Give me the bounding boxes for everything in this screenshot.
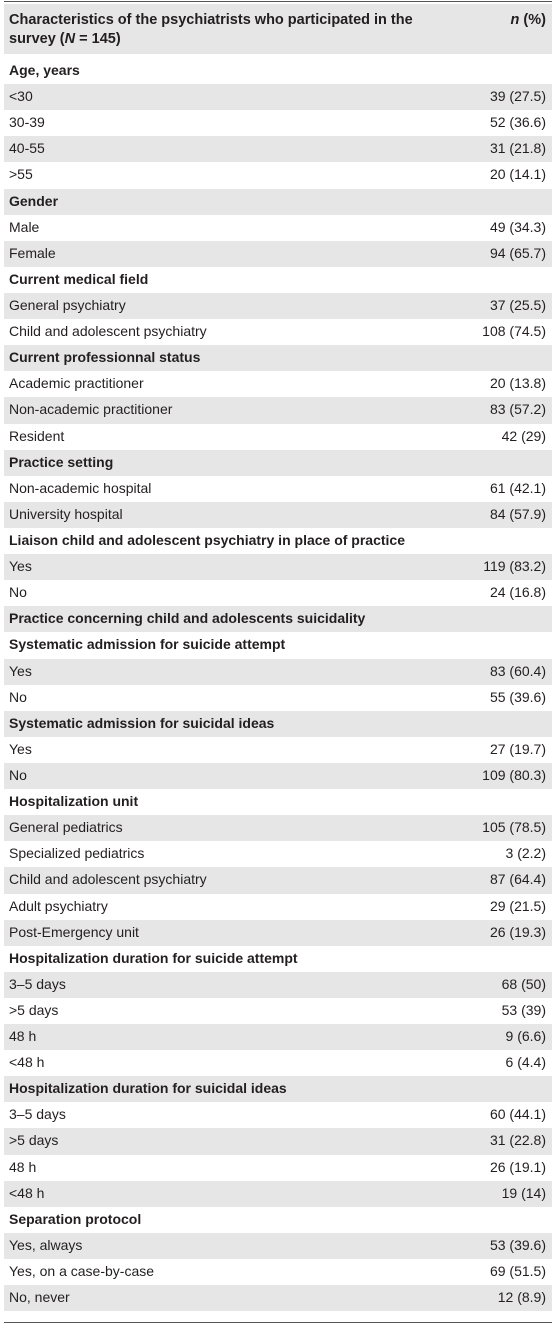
section-label: Gender — [9, 192, 59, 209]
row-label: Academic practitioner — [9, 375, 144, 392]
row-value: 31 (21.8) — [489, 140, 546, 157]
table-section-row — [4, 528, 552, 554]
row-label: Post-Emergency unit — [9, 923, 139, 940]
row-value: 108 (74.5) — [482, 323, 546, 340]
table-row — [4, 894, 552, 920]
row-value: 84 (57.9) — [489, 505, 546, 522]
table-section-row — [4, 345, 552, 371]
row-label: 48 h — [9, 1158, 37, 1175]
row-value: 39 (27.5) — [489, 88, 546, 105]
table-row — [4, 685, 552, 711]
row-label: 48 h — [9, 1028, 37, 1045]
row-value: 49 (34.3) — [489, 218, 546, 235]
row-value: 83 (60.4) — [489, 662, 546, 679]
table-row — [4, 1233, 552, 1259]
row-value: 119 (83.2) — [483, 558, 546, 575]
row-label: University hospital — [9, 505, 123, 522]
row-label: No — [9, 766, 27, 783]
section-label: Current professionnal status — [9, 349, 201, 366]
header-percent: (%) — [519, 12, 546, 28]
table-row — [4, 476, 552, 502]
row-label: Resident — [9, 427, 65, 444]
section-label: Hospitalization unit — [9, 793, 139, 810]
table-section-row — [4, 632, 552, 658]
table-section-row — [4, 450, 552, 476]
row-value: 53 (39) — [501, 1001, 546, 1018]
row-label: Non-academic practitioner — [9, 401, 173, 418]
section-label: Practice concerning child and adolescents suicidality — [9, 610, 366, 627]
row-label: 40-55 — [9, 140, 45, 157]
table-row — [4, 293, 552, 319]
section-label: Hospitalization duration for suicide attempt — [9, 949, 298, 966]
table-section-row — [4, 58, 552, 84]
row-value: 87 (64.4) — [489, 871, 546, 888]
row-value: 53 (39.6) — [489, 1236, 546, 1253]
row-value: 12 (8.9) — [497, 1289, 546, 1306]
row-value: 31 (22.8) — [489, 1132, 546, 1149]
table-top-rule — [4, 1, 552, 2]
section-label: Current medical field — [9, 270, 149, 287]
table-section-row — [4, 606, 552, 632]
row-value: 24 (16.8) — [489, 584, 546, 601]
header-n-percent — [511, 11, 546, 30]
table-row — [4, 215, 552, 241]
table-row — [4, 1102, 552, 1128]
table-row — [4, 580, 552, 606]
row-label: 30-39 — [9, 114, 45, 131]
row-label: Yes, on a case-by-case — [9, 1263, 155, 1280]
row-label: <30 — [9, 88, 33, 105]
row-label: >55 — [9, 166, 33, 183]
header-text-part1: Characteristics of the psychiatrists who participated in the survey ( — [9, 12, 413, 47]
row-label: >5 days — [9, 1132, 59, 1149]
row-value: 3 (2.2) — [505, 845, 546, 862]
table-row — [4, 867, 552, 893]
row-value: 19 (14) — [501, 1184, 546, 1201]
table-row — [4, 763, 552, 789]
table-row — [4, 659, 552, 685]
row-label: Yes — [9, 740, 32, 757]
table-body — [4, 58, 552, 1311]
row-label: Male — [9, 218, 40, 235]
row-label: No — [9, 688, 27, 705]
header-characteristics — [9, 11, 459, 49]
table-section-row — [4, 711, 552, 737]
row-label: Child and adolescent psychiatry — [9, 871, 207, 888]
table-row — [4, 136, 552, 162]
row-label: >5 days — [9, 1001, 59, 1018]
row-value: 55 (39.6) — [489, 688, 546, 705]
row-label: No — [9, 584, 27, 601]
row-value: 94 (65.7) — [489, 244, 546, 261]
table-bottom-rule — [4, 1322, 552, 1323]
section-label: Systematic admission for suicidal ideas — [9, 714, 275, 731]
table-section-row — [4, 946, 552, 972]
section-label: Practice setting — [9, 453, 114, 470]
row-value: 20 (13.8) — [489, 375, 546, 392]
row-label: <48 h — [9, 1184, 45, 1201]
table-section-row — [4, 1076, 552, 1102]
table-row — [4, 1128, 552, 1154]
section-label: Separation protocol — [9, 1210, 142, 1227]
table-section-row — [4, 789, 552, 815]
section-label: Liaison child and adolescent psychiatry in place of practice — [9, 531, 406, 548]
header-N: N — [64, 31, 76, 47]
table-row — [4, 998, 552, 1024]
row-value: 26 (19.3) — [489, 923, 546, 940]
table-row — [4, 841, 552, 867]
row-value: 83 (57.2) — [489, 401, 546, 418]
row-value: 60 (44.1) — [489, 1106, 546, 1123]
row-label: Female — [9, 244, 56, 261]
row-label: 3–5 days — [9, 975, 66, 992]
row-value: 105 (78.5) — [482, 819, 546, 836]
table-row — [4, 972, 552, 998]
table-row — [4, 554, 552, 580]
row-value: 61 (42.1) — [489, 479, 546, 496]
row-value: 29 (21.5) — [489, 897, 546, 914]
row-value: 52 (36.6) — [489, 114, 546, 131]
table-row — [4, 371, 552, 397]
row-label: Non-academic hospital — [9, 479, 152, 496]
table-row — [4, 319, 552, 345]
table-row — [4, 424, 552, 450]
table-row — [4, 110, 552, 136]
row-value: 109 (80.3) — [482, 766, 546, 783]
table-row — [4, 502, 552, 528]
row-label: Specialized pediatrics — [9, 845, 145, 862]
table-section-row — [4, 1207, 552, 1233]
table-row — [4, 397, 552, 423]
table-row — [4, 162, 552, 188]
row-label: Yes — [9, 558, 32, 575]
section-label: Age, years — [9, 62, 80, 78]
header-text-part2: = 145) — [75, 31, 121, 47]
row-value: 6 (4.4) — [505, 1054, 546, 1071]
table-row — [4, 84, 552, 110]
table-row — [4, 241, 552, 267]
header-n: n — [510, 12, 520, 28]
row-value: 68 (50) — [501, 975, 546, 992]
table-row — [4, 1259, 552, 1285]
table-row — [4, 815, 552, 841]
row-label: General psychiatry — [9, 296, 126, 313]
row-label: Adult psychiatry — [9, 897, 108, 914]
table-row — [4, 1050, 552, 1076]
row-value: 20 (14.1) — [489, 166, 546, 183]
table-row — [4, 737, 552, 763]
row-value: 26 (19.1) — [489, 1158, 546, 1175]
row-value: 37 (25.5) — [489, 296, 546, 313]
row-label: <48 h — [9, 1054, 45, 1071]
row-label: No, never — [9, 1289, 70, 1306]
table-row — [4, 1024, 552, 1050]
section-label: Systematic admission for suicide attempt — [9, 636, 286, 653]
table-row — [4, 920, 552, 946]
table-row — [4, 1285, 552, 1311]
table-section-row — [4, 267, 552, 293]
row-label: General pediatrics — [9, 819, 123, 836]
row-value: 69 (51.5) — [489, 1263, 546, 1280]
row-value: 42 (29) — [501, 427, 546, 444]
row-label: Yes — [9, 662, 32, 679]
row-label: Yes, always — [9, 1236, 83, 1253]
table-section-row — [4, 189, 552, 215]
table-row — [4, 1155, 552, 1181]
row-label: Child and adolescent psychiatry — [9, 323, 207, 340]
table-row — [4, 1181, 552, 1207]
row-label: 3–5 days — [9, 1106, 66, 1123]
table-header — [4, 4, 552, 54]
section-label: Hospitalization duration for suicidal ideas — [9, 1080, 287, 1097]
row-value: 27 (19.7) — [489, 740, 546, 757]
row-value: 9 (6.6) — [505, 1028, 546, 1045]
